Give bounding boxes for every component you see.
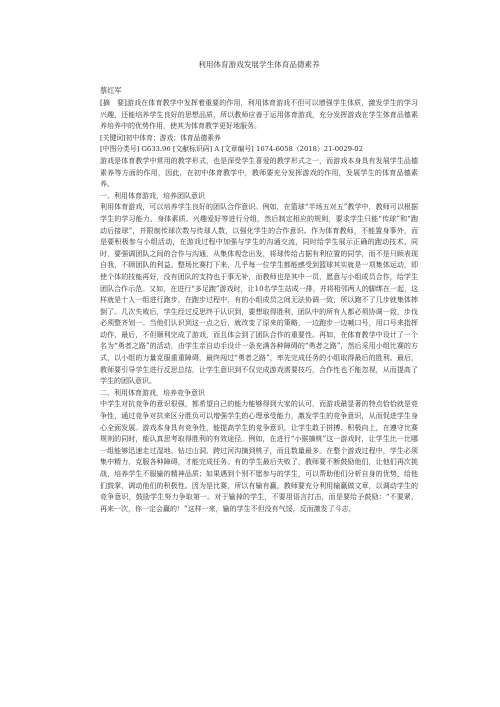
intro-paragraph: 游戏是体育教学中常用的教学形式，也是深受学生喜爱的教学形式之一，而游戏本身具有发展学生品德素养等方面的作用，因此，在初中体育教学中，教师要充分发挥游戏的作用，发展学生的体育品德素养。 — [100, 156, 418, 189]
section-heading: 一、利用体育游戏，培养团队意识 — [100, 191, 205, 200]
section-heading: 二、利用体育游戏，培养竞争意识 — [100, 388, 205, 397]
author-name: 蔡红军 — [100, 86, 122, 95]
document-body — [100, 60, 418, 515]
document-title: 利用体育游戏发展学生体育品德素养 — [198, 60, 320, 69]
keywords: [关键词]初中体育；游戏；体育品德素养 — [100, 133, 221, 142]
section-body: 利用体育游戏，可以培养学生良好的团队合作意识。例如，在篮球“半场五对五”教学中，教师可以根据学生的学习能力、身体素质、兴趣爱好等进行分组，然后制定相应的规则，要求学生只能“传球”和“跑动后接球”，并限制传球次数与传球人数，以强化学生的合作意识。作为体育教师，不能置身事外，而是要积极参与小组活动，在游戏过程中加强与学生的沟通交流，同时给学生展示正确的跑动技术。同时，要强调团队之间的合作与沟通，从集体观念出发，将球传给占据有利位置的同学，而不是只顾表现自我，不顾团队的利益。整场比赛打下来，几乎每一位学生都能感受到篮球其实就是一项集体运动，即使个体的技能再好，没有团队的支持也于事无补，而教师也是其中一员，愿意与小组成员合作，给学生团队合作示范。又如，在进行“多足跑”游戏时，让10名学生站成一排，并将相邻两人的脚绑在一起，这样就是十人一组进行跑步。在跑步过程中，有的小组成员之间无法协调一致，所以跑不了几步就集体摔倒了。几次失败后，学生经过反思终于认识到，要想取得胜利，团队中的所有人都必须协调一致，步伐必须整齐划一。当他们认识到这一点之后，就改变了原来的策略，一边跑步一边喊口号，用口号来指挥动作，最后，不但顺利完成了游戏，而且体会到了团队合作的重要性。再如，在体育教学中设计了一个名为“勇者之路”的活动，由学生亲自动手设计一条充满各种障碍的“勇者之路”，然后采用小组比赛的方式，以小组的力量克服重重障碍，最终闯过“勇者之路”，率先完成任务的小组取得最后的胜利。最后，教师要引导学生进行反思总结，让学生意识到不仅完成游戏需要技巧，合作性也不能忽视，从而提高了学生的团队意识。 — [100, 203, 418, 386]
abstract: [摘 要]游戏在体育教学中发挥着重要的作用，利用体育游戏不但可以增强学生体质，激发学生的学习兴趣，还能培养学生良好的思想品质，所以教师应善于运用体育游戏，充分发挥游戏在学生体育品德素养培养中的优势作用，使其为体育教学更好地服务。 — [100, 99, 418, 131]
classification-line: [中图分类号] G633.96 [文献标识码] A [文章编号] 1674-6058（2018）21-0029-02 — [100, 145, 363, 154]
section-body: 中学生对抗竞争的意识很强，都希望自己的能力能够得到大家的认可，而游戏最显著的特点恰恰就是竞争性，通过竞争对抗来区分胜负可以增强学生的心理承受能力，激发学生的竞争意识，从而促进学生身心全面发展。游戏本身具有竞争性，能提高学生的竞争意识，让学生敢于拼搏、积极向上，在遵守比赛规则的同时，能认真思考取得胜利的有效途径。例如，在进行“小猴摘桃”这一游戏时，让学生比一比哪一组能够迅速走过湿地、钻过山洞、跨过河沟摘到桃子，而且数量最多。在整个游戏过程中，学生必须集中精力，克服各种障碍，才能完成任务。有的学生最后失败了，教师要不断鼓励他们，让他们再次挑战，培养学生不服输的精神品质；如果遇到个别不愿参与的学生，可以帮助他们分析自身的优势，给他们鼓掌，调动他们的积极性。因为是比赛，所以有输有赢，教师要充分利用输赢做文章，以调动学生的竞争意识，鼓励学生努力争取第一。对于输掉的学生，不要用语言打击，而是要给予鼓励：“不要紧，再来一次，你一定会赢的！”这样一来，输的学生不但没有气馁，反而激发了斗志， — [100, 400, 418, 513]
